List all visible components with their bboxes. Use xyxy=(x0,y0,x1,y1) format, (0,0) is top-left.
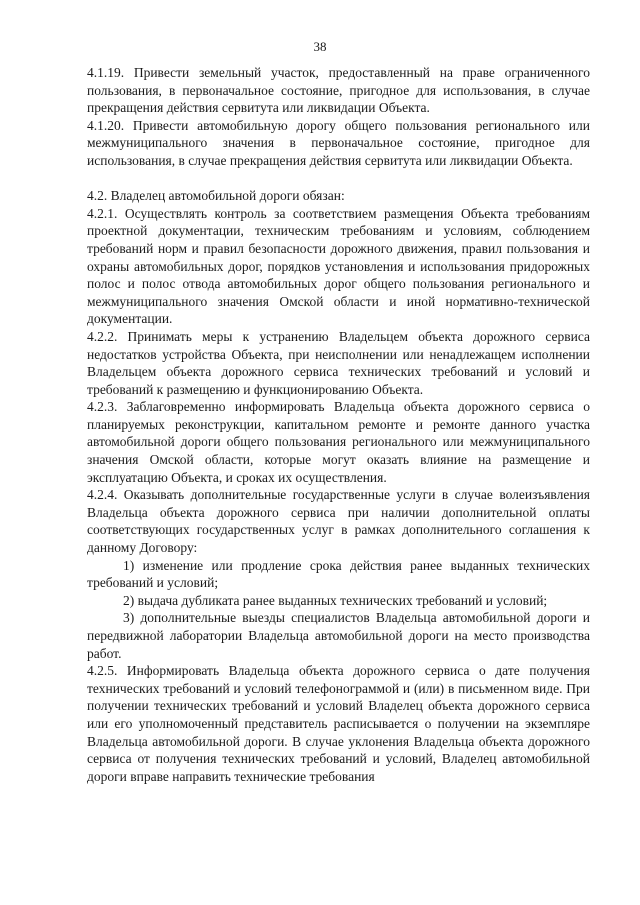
clause-4-2-4: 4.2.4. Оказывать дополнительные государственные услуги в случае волеизъявления Владельца объекта дорожного сервиса при наличии дополнительной оплаты соответствующих государственных услуг в рамках дополнительного соглашения к данному Договору: xyxy=(87,487,590,556)
clause-4-2-1: 4.2.1. Осуществлять контроль за соответствием размещения Объекта требованиям проектной документации, техническим требованиям и условиям, соблюдением требований норм и правил безопасности дорожного движения, правил пользования и охраны автомобильных дорог, порядков установления и использования придорожных полос и полос отвода автомобильных дорог общего пользования регионального и межмуниципального значения Омской области и иной нормативно-технической документации. xyxy=(87,205,590,327)
clause-4-2-3: 4.2.3. Заблаговременно информировать Владельца объекта дорожного сервиса о планируемых реконструкции, капитальном ремонте и ремонте данного участка автомобильной дороги общего пользования регионального или межмуниципального значения Омской области, которые могут оказать влияние на размещение и эксплуатацию Объекта, и сроках их осуществления. xyxy=(87,399,590,485)
section-4-2-heading: 4.2. Владелец автомобильной дороги обязан: xyxy=(87,188,345,204)
clause-4-2-5: 4.2.5. Информировать Владельца объекта дорожного сервиса о дате получения технических требований и условий телефонограммой и (или) в письменном виде. При получении технических требований и условий Владелец объекта дорожного сервиса или его уполномоченный представитель расписывается о получении на экземпляре Владельца автомобильной дороги. В случае уклонения Владельца объекта дорожного сервиса от получения технических требований и условий, Владелец автомобильной дороги вправе направить технические требования xyxy=(87,663,590,784)
document-body xyxy=(87,64,590,785)
list-item-1: 1) изменение или продление срока действия ранее выданных технических требований и условий; xyxy=(87,557,590,591)
clause-4-1-20: 4.1.20. Привести автомобильную дорогу общего пользования регионального или межмуниципального значения в первоначальное состояние, пригодное для использования, в случае прекращения действия сервитута или ликвидации Объекта. xyxy=(87,117,590,168)
list-item-3: 3) дополнительные выезды специалистов Владельца автомобильной дороги и передвижной лаборатории Владельца автомобильной дороги на место производства работ. xyxy=(87,610,590,661)
paragraph-spacer xyxy=(87,170,590,188)
page-number: 38 xyxy=(313,39,327,54)
list-item-2: 2) выдача дубликата ранее выданных технических требований и условий; xyxy=(123,592,548,608)
clause-4-1-19: 4.1.19. Привести земельный участок, предоставленный на праве ограниченного пользования, в первоначальное состояние, пригодное для использования, в случае прекращения действия сервитута или ликвидации Объекта. xyxy=(87,65,590,116)
clause-4-2-2: 4.2.2. Принимать меры к устранению Владельцем объекта дорожного сервиса недостатков устройства Объекта, при неисполнении или ненадлежащем исполнении Владельцем объекта дорожного сервиса технических требований и условий и требований к размещению и функционированию Объекта. xyxy=(87,328,590,397)
